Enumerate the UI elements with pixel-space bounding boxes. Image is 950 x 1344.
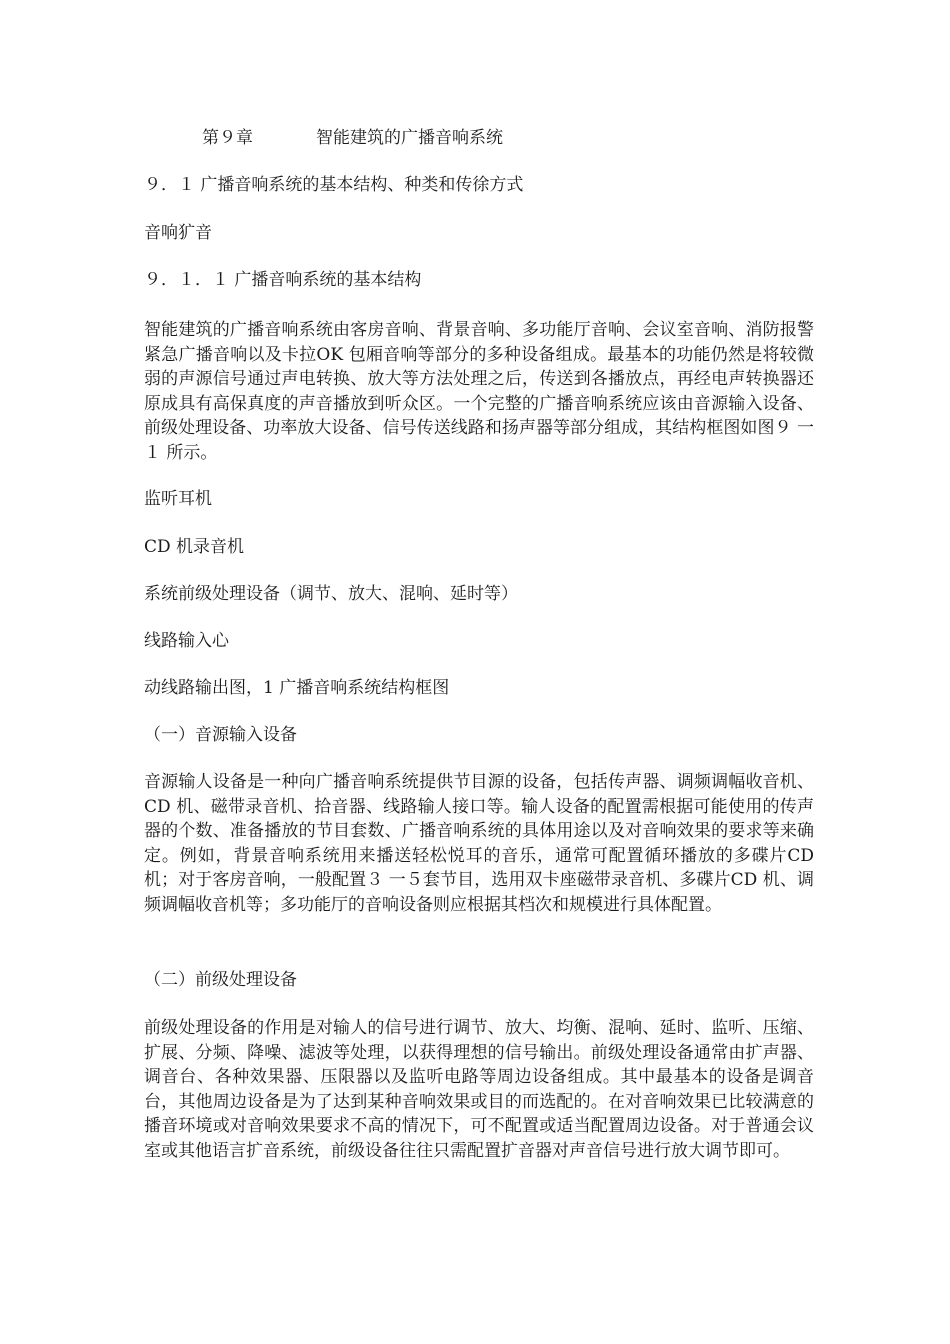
figure-caption: 动线路输出图，1 广播音响系统结构框图 (144, 678, 450, 698)
text-line: 音响犷音 (144, 223, 212, 243)
text-line: 监听耳机 (144, 489, 212, 509)
subsection-heading: ９．１．１ 广播音响系统的基本结构 (144, 270, 422, 290)
subheading-preprocessing: （二）前级处理设备 (144, 970, 297, 990)
subheading-source-input: （一）音源输入设备 (144, 725, 297, 745)
section-heading: ９．１ 广播音响系统的基本结构、种类和传徐方式 (144, 175, 524, 195)
paragraph-basic-structure: 智能建筑的广播音响系统由客房音响、背景音响、多功能厅音响、会议室音响、消防报警紧急广播音响以及卡拉OK 包厢音响等部分的多种设备组成。最基本的功能仍然是将较微弱的声源信号通过声电转换、放大等方法处理之后，传送到各播放点，再经电声转换器还原成具有高保真度的声音播放到听众区。一个完整的广播音响系统应该由音源输入设备、前级处理设备、功率放大设备、信号传送线路和扬声器等部分组成，其结构框图如图９ 一１ 所示。 (144, 320, 814, 463)
chapter-title: 智能建筑的广播音响系统 (316, 128, 503, 148)
chapter-number: 第９章 (202, 128, 253, 148)
paragraph-source-input: 音源输人设备是一种向广播音响系统提供节目源的设备，包括传声器、调频调幅收音机、CD 机、磁带录音机、拾音器、线路输人接口等。输人设备的配置需根据可能使用的传声器的个数、准备播放的节目套数、广播音响系统的具体用途以及对音响效果的要求等来确定。例如，背景音响系统用来播送轻松悦耳的音乐，通常可配置循环播放的多碟片CD 机；对于客房音响，一般配置３ 一５套节目，选用双卡座磁带录音机、多碟片CD 机、调频调幅收音机等；多功能厅的音响设备则应根据其档次和规模进行具体配置。 (144, 772, 814, 915)
paragraph-preprocessing: 前级处理设备的作用是对输人的信号进行调节、放大、均衡、混响、延时、监听、压缩、扩展、分频、降噪、滤波等处理，以获得理想的信号输出。前级处理设备通常由扩声器、调音台、各种效果器、压限器以及监听电路等周边设备组成。其中最基本的设备是调音台，其他周边设备是为了达到某种音响效果或目的而选配的。在对音响效果已比较满意的播音环境或对音响效果要求不高的情况下，可不配置或适当配置周边设备。对于普通会议室或其他语言扩音系统，前级设备往往只需配置扩音器对声音信号进行放大调节即可。 (144, 1018, 814, 1161)
text-line: 系统前级处理设备（调节、放大、混响、延时等） (144, 584, 518, 604)
text-line: 线路输入心 (144, 631, 229, 651)
text-line: CD 机录音机 (144, 537, 245, 557)
